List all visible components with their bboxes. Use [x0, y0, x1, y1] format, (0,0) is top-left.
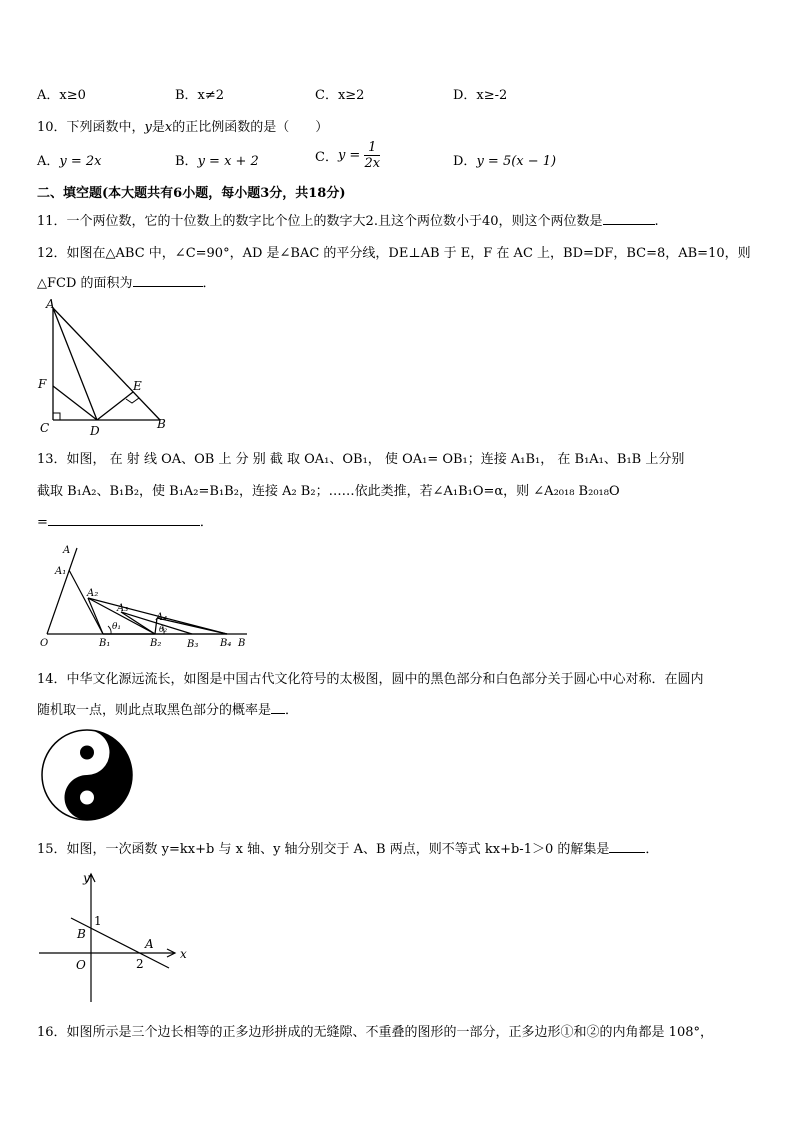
q13-figure	[37, 542, 257, 652]
q12-answer-blank[interactable]	[133, 286, 203, 287]
q15-label-x: x	[180, 947, 187, 961]
q9-option-c: C．x≥2	[315, 88, 365, 103]
q16-text: 16．如图所示是三个边长相等的正多边形拼成的无缝隙、不重叠的图形的一部分，正多边形①和②的内角都是 108°，	[37, 1025, 713, 1040]
q15-label-2: 2	[136, 957, 144, 971]
q9-option-d: D．x≥-2	[453, 88, 508, 103]
section-title: 二、填空题(本大题共有6小题，每小题3分，共18分)	[37, 186, 346, 201]
q13-line2: 截取 B₁A₂、B₁B₂，使 B₁A₂=B₁B₂，连接 A₂ B₂；……依此类推，若∠A₁B₁O=α，则 ∠A₂₀₁₈ B₂₀₁₈O	[37, 484, 620, 499]
q14-line1: 14．中华文化源远流长，如图是中国古代文化符号的太极图，圆中的黑色部分和白色部分关于圆心中心对称．在圆内	[37, 672, 704, 687]
q12-label-b: B	[157, 417, 166, 431]
q13-line1: 13．如图， 在 射 线 OA、OB 上 分 别 截 取 OA₁、OB₁， 使 OA₁= OB₁；连接 A₁B₁， 在 B₁A₁、B₁B 上分别	[37, 452, 685, 467]
q12-line2: △FCD 的面积为 ．	[37, 276, 216, 291]
q13-label-theta1: θ₁	[112, 622, 122, 632]
q13-label-o: O	[40, 638, 49, 649]
q14-line2: 随机取一点，则此点取黑色部分的概率是 ．	[37, 703, 299, 718]
q10-y: y	[144, 120, 152, 135]
q13-label-a1: A₁	[55, 566, 67, 577]
q15-figure	[35, 868, 195, 1008]
q13-answer-blank[interactable]	[48, 525, 200, 526]
q12-label-d: D	[90, 424, 100, 438]
q15-label-y: y	[83, 871, 90, 885]
q13-line3: = ．	[37, 515, 213, 530]
q13-label-b2: B₂	[150, 638, 162, 649]
q15-text: 15．如图，一次函数 y=kx+b 与 x 轴、y 轴分别交于 A、B 两点，则不等式 kx+b-1＞0 的解集是 ．	[37, 842, 659, 857]
q9-option-b: B．x≠2	[175, 88, 225, 103]
q12-line1: 12．如图在△ABC 中，∠C=90°，AD 是∠BAC 的平分线，DE⊥AB 于 E，F 在 AC 上，BD=DF，BC=8，AB=10，则	[37, 246, 751, 261]
q13-label-a2: A₂	[87, 588, 99, 599]
q10-x: x	[164, 120, 173, 135]
q15-label-b: B	[77, 927, 86, 941]
q15-label-o: O	[76, 958, 86, 972]
q10-option-c: C．y = $\frac{1}{2x}$	[315, 140, 381, 171]
q10-option-a: A．y = 2x	[37, 154, 102, 169]
q12-figure	[35, 296, 175, 440]
q13-label-b4: B₄	[220, 638, 232, 649]
q13-label-a3: A₃	[117, 603, 129, 614]
q15-answer-blank[interactable]	[609, 852, 645, 853]
q15-label-1: 1	[94, 914, 102, 928]
q10-option-b: B．y = x + 2	[175, 154, 259, 169]
q13-label-theta2: θ₂	[159, 625, 168, 634]
q12-label-f: F	[38, 377, 47, 391]
q10-stem: 10．下列函数中，y是x的正比例函数的是（ ）	[37, 120, 329, 135]
q13-label-b3: B₃	[187, 639, 199, 650]
q11-answer-blank[interactable]	[603, 224, 655, 225]
q12-label-c: C	[40, 421, 50, 435]
q13-label-a: A	[63, 545, 71, 556]
q12-label-e: E	[133, 379, 142, 393]
q10-option-d: D．y = 5(x − 1)	[453, 154, 557, 169]
q15-label-a: A	[145, 937, 154, 951]
q10-c-fraction: $\frac{1}{2x}$	[364, 140, 381, 171]
q12-label-a: A	[46, 297, 55, 311]
taiji-figure	[40, 728, 134, 822]
q13-label-a4: A₄	[156, 612, 168, 623]
q13-label-b: B	[238, 638, 246, 649]
q9-option-a: A．x≥0	[37, 88, 86, 103]
q13-label-b1: B₁	[99, 638, 111, 649]
q11: 11．一个两位数，它的十位数上的数字比个位上的数字大2.且这个两位数小于40，则这个两位数是 .	[37, 214, 659, 229]
q14-answer-blank[interactable]	[271, 713, 285, 714]
